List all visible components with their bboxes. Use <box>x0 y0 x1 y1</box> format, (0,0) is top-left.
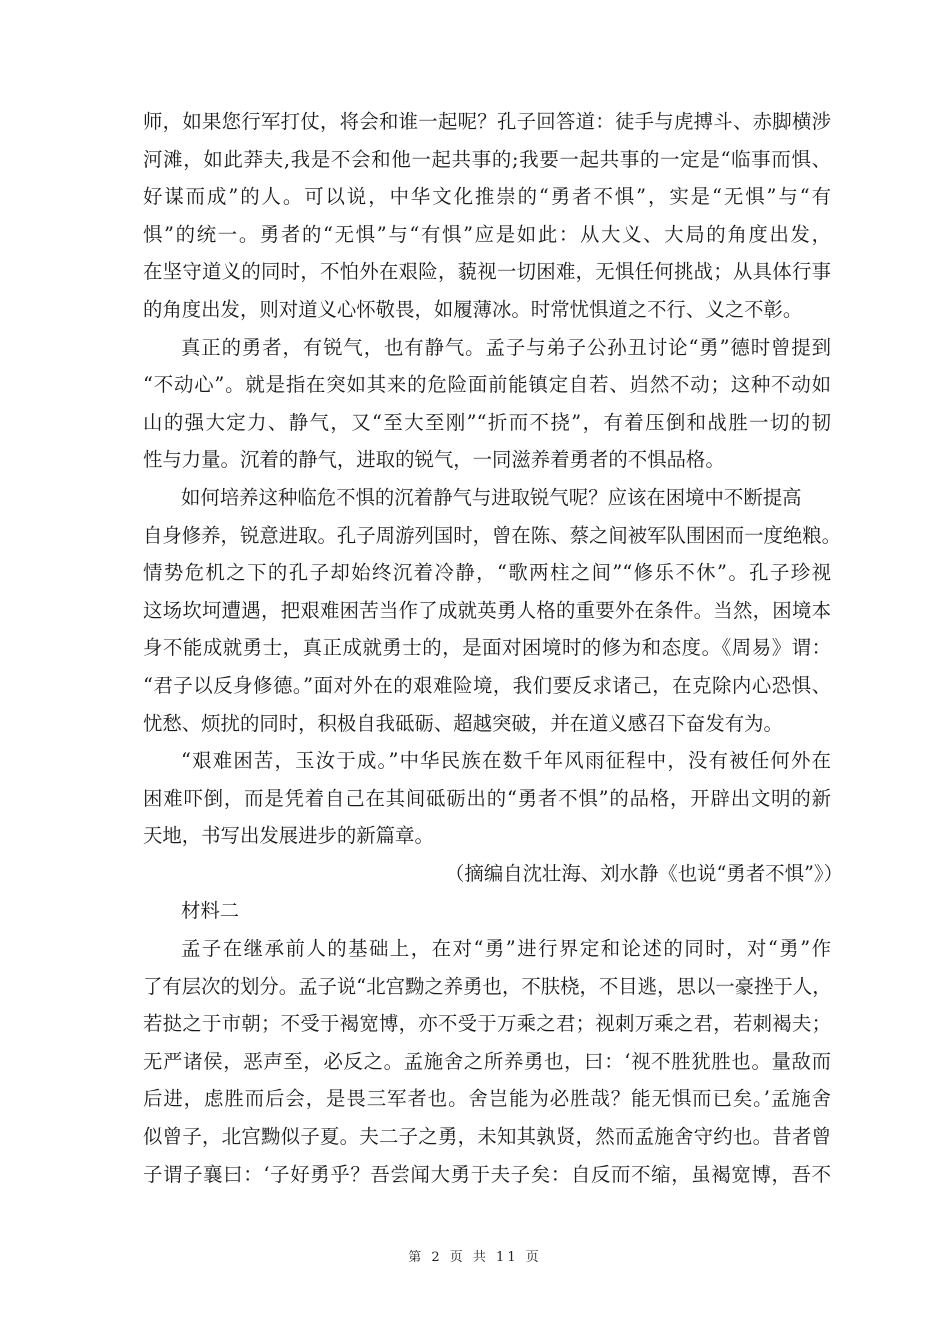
text-line: 子谓子襄曰：‘子好勇乎？吾尝闻大勇于夫子矣：自反而不缩，虽褐宽博，吾不 <box>143 1162 831 1186</box>
text-line: “君子以反身修德。”面对外在的艰难险境，我们要反求诸己，在克除内心恐惧、 <box>143 673 831 697</box>
text-line: 身不能成就勇士，真正成就勇士的，是面对困境时的修为和态度。《周易》谓： <box>143 636 831 660</box>
text-line: 惧”的统一。勇者的“无惧”与“有惧”应是如此：从大义、大局的角度出发， <box>143 222 831 246</box>
text-line: 好谋而成”的人。可以说，中华文化推崇的“勇者不惧”，实是“无惧”与“有 <box>143 185 831 209</box>
text-line: 似曾子，北宫黝似子夏。夫二子之勇，未知其孰贤，然而孟施舍守约也。昔者曾 <box>143 1125 831 1149</box>
text-line: 自身修养，锐意进取。孔子周游列国时，曾在陈、蔡之间被军队围困而一度绝粮。 <box>143 523 842 547</box>
text-line: 无严诸侯，恶声至，必反之。孟施舍之所养勇也，曰：‘视不胜犹胜也。量敌而 <box>143 1049 831 1073</box>
section-heading: 材料二 <box>181 899 240 923</box>
text-line: 河滩，如此莽夫,我是不会和他一起共事的;我要一起共事的一定是“临事而惧、 <box>143 147 831 171</box>
text-line: 困难吓倒，而是凭着自己在其间砥砺出的“勇者不惧”的品格，开辟出文明的新 <box>143 786 831 810</box>
text-line: “不动心”。就是指在突如其来的危险面前能镇定自若、岿然不动；这种不动如 <box>143 373 831 397</box>
page-body <box>143 103 843 1193</box>
text-line: 了有层次的划分。孟子说“北宫黝之养勇也，不肤桡，不目逃，思以一豪挫于人， <box>143 974 832 998</box>
text-line: 情势危机之下的孔子却始终沉着冷静，“歌两柱之间”“修乐不休”。孔子珍视 <box>143 561 831 585</box>
text-line: 忧愁、烦扰的同时，积极自我砥砺、超越突破，并在道义感召下奋发有为。 <box>143 711 783 735</box>
text-line: 山的强大定力、静气，又“至大至刚”“折而不挠”，有着压倒和战胜一切的韧 <box>143 410 831 434</box>
paragraph-start: 真正的勇者，有锐气，也有静气。孟子与弟子公孙丑讨论“勇”德时曾提到 <box>181 335 831 359</box>
paragraph-start: “艰难困苦，玉汝于成。”中华民族在数千年风雨征程中，没有被任何外在 <box>181 749 831 773</box>
text-line: 性与力量。沉着的静气，进取的锐气，一同滋养着勇者的不惧品格。 <box>143 448 725 472</box>
source-citation: （摘编自沈壮海、刘水静《也说“勇者不惧”》） <box>445 861 843 885</box>
paragraph-start: 如何培养这种临危不惧的沉着静气与进取锐气呢？应该在困境中不断提高 <box>181 485 802 509</box>
text-line: 若挞之于市朝；不受于褐宽博，亦不受于万乘之君；视刺万乘之君，若刺褐夫； <box>143 1012 831 1036</box>
page-number-footer: 第 2 页 共 11 页 <box>408 1250 542 1265</box>
paragraph-start: 孟子在继承前人的基础上，在对“勇”进行界定和论述的同时，对“勇”作 <box>181 937 831 961</box>
text-line: 师，如果您行军打仗，将会和谁一起呢？孔子回答道：徒手与虎搏斗、赤脚横涉 <box>143 110 831 133</box>
text-line: 在坚守道义的同时，不怕外在艰险，藐视一切困难，无惧任何挑战；从具体行事 <box>143 260 831 284</box>
text-line: 后进，虑胜而后会，是畏三军者也。舍岂能为必胜哉？能无惧而已矣。’孟施舍 <box>143 1087 831 1111</box>
text-line: 天地，书写出发展进步的新篇章。 <box>143 824 434 848</box>
text-line: 这场坎坷遭遇，把艰难困苦当作了成就英勇人格的重要外在条件。当然，困境本 <box>143 598 831 622</box>
text-line: 的角度出发，则对道义心怀敬畏，如履薄冰。时常忧惧道之不行、义之不彰。 <box>143 297 803 321</box>
